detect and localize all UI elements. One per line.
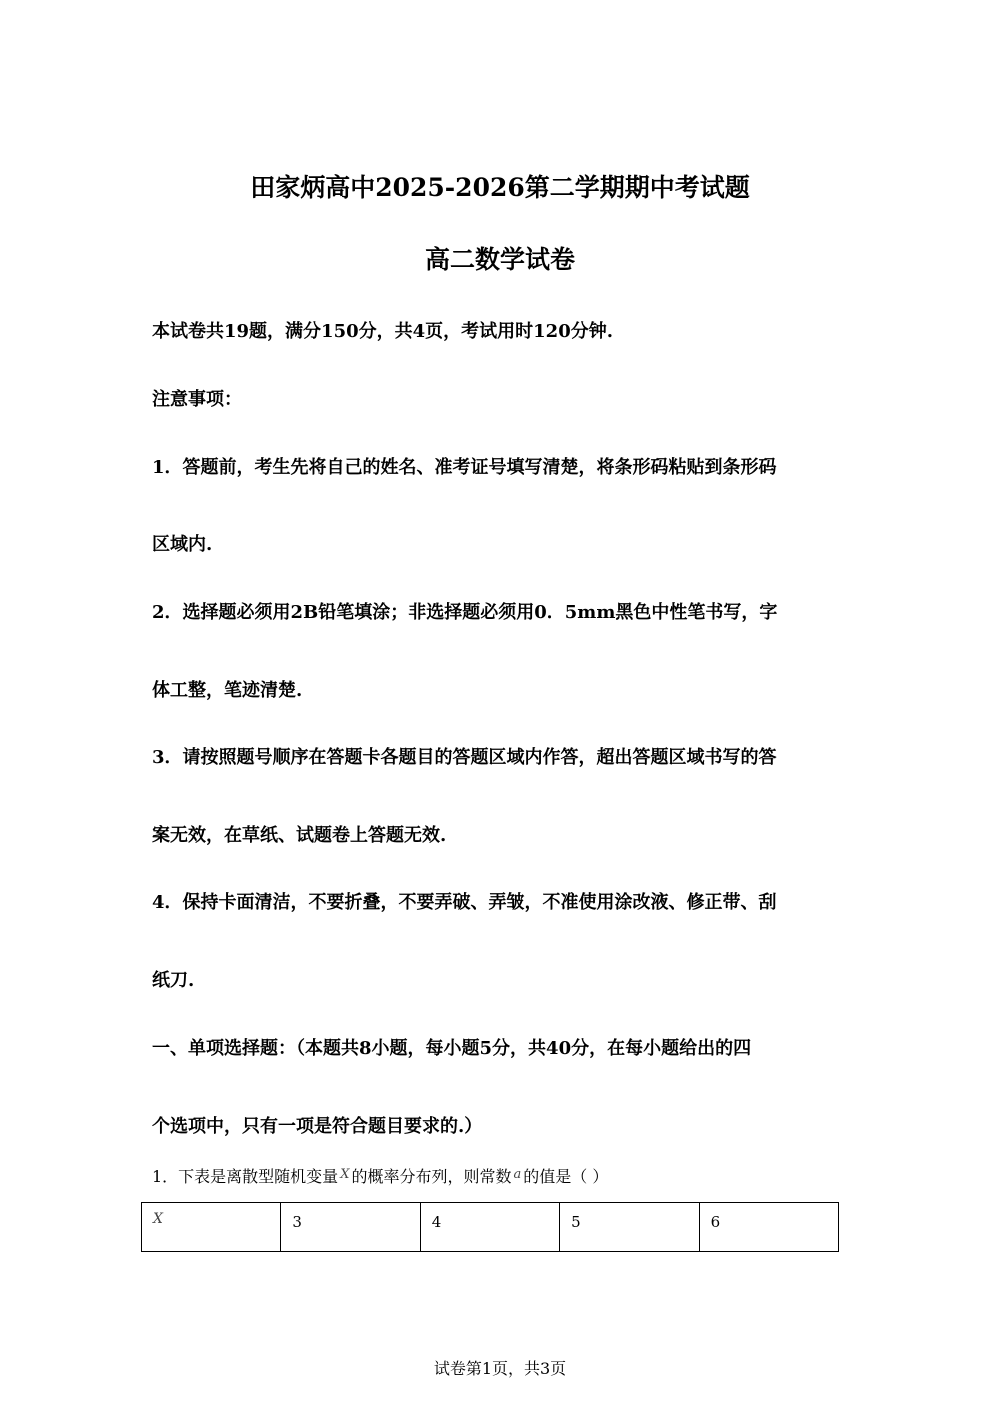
notice-line: 案无效，在草纸、试题卷上答题无效. [152,825,447,846]
table-cell: 5 [560,1203,699,1252]
notice-line: 区域内. [152,534,213,555]
section-heading: 个选项中，只有一项是符合题目要求的.） [152,1116,483,1137]
notice-line: 纸刀. [152,970,195,991]
question-text: 1．下表是离散型随机变量 [152,1167,339,1186]
notice-line: 体工整，笔迹清楚. [152,680,303,701]
variable-a: a [513,1167,522,1182]
variable-x: X [340,1167,350,1182]
exam-subtitle: 高二数学试卷 [424,245,575,274]
notice-line: 2．选择题必须用2B铅笔填涂；非选择题必须用0．5mm黑色中性笔书写，字 [152,602,778,623]
notice-line: 4．保持卡面清洁，不要折叠，不要弄破、弄皱，不准使用涂改液、修正带、刮 [152,892,777,913]
probability-distribution-table [141,1202,839,1252]
question-text: 的值是（ ） [523,1167,609,1186]
table-header-cell: X [142,1203,281,1252]
page-footer: 试卷第1页，共3页 [433,1359,567,1378]
table-cell: 3 [281,1203,420,1252]
question-text: 的概率分布列，则常数 [351,1167,512,1186]
exam-intro: 本试卷共19题，满分150分，共4页，考试用时120分钟. [152,321,613,342]
section-heading: 一、单项选择题：（本题共8小题，每小题5分，共40分，在每小题给出的四 [152,1038,752,1059]
exam-title: 田家炳高中2025-2026第二学期期中考试题 [250,173,750,202]
question-1-stem [152,1164,608,1187]
notice-heading: 注意事项： [152,389,242,410]
notice-line: 1．答题前，考生先将自己的姓名、准考证号填写清楚，将条形码粘贴到条形码 [152,457,777,478]
table-row [142,1203,839,1252]
table-cell: 6 [699,1203,838,1252]
notice-line: 3．请按照题号顺序在答题卡各题目的答题区域内作答，超出答题区域书写的答 [152,747,777,768]
table-cell: 4 [420,1203,559,1252]
